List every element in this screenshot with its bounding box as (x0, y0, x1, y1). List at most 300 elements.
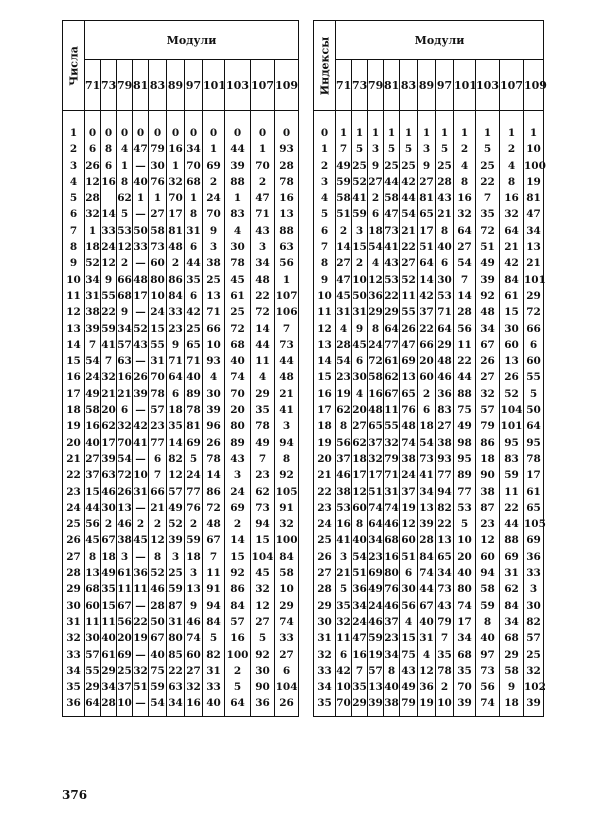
row-label: 36 (63, 695, 85, 711)
row-header-label: Числа (67, 45, 80, 86)
table-cell: 54 (352, 549, 368, 565)
table-cell: 55 (524, 369, 544, 385)
table-cell: 13 (400, 369, 418, 385)
table-cell: 12 (476, 532, 500, 548)
table-cell: 1 (336, 125, 352, 141)
table-cell: 46 (368, 614, 384, 630)
row-label: 33 (314, 663, 336, 679)
table-cell: 60 (85, 598, 101, 614)
table-cell: 47 (524, 206, 544, 222)
row-label: 5 (314, 206, 336, 222)
table-cell: 34 (101, 679, 117, 695)
table-cell: 16 (368, 386, 384, 402)
table-cell: 5 (225, 679, 251, 695)
table-cell: 35 (352, 679, 368, 695)
table-cell: 61 (500, 288, 524, 304)
table-cell: 38 (384, 695, 400, 711)
table-cell: 107 (275, 288, 299, 304)
row-label: 34 (63, 663, 85, 679)
table-cell: 60 (500, 337, 524, 353)
table-cell: — (133, 647, 149, 663)
table-cell: 84 (167, 288, 185, 304)
table-cell: 20 (225, 402, 251, 418)
table-cell: 95 (500, 435, 524, 451)
table-cell: 61 (524, 484, 544, 500)
table-cell: 46 (384, 516, 400, 532)
table-cell: 24 (368, 337, 384, 353)
table-cell: 16 (336, 516, 352, 532)
table-cell: 4 (117, 141, 133, 157)
table-cell: 19 (418, 695, 436, 711)
table-cell: 5 (336, 581, 352, 597)
table-cell: 27 (400, 255, 418, 271)
table-cell: 17 (418, 223, 436, 239)
row-label: 1 (63, 125, 85, 141)
table-cell: 14 (101, 206, 117, 222)
row-header-label: Индексы (318, 36, 331, 95)
table-cell: 64 (454, 223, 476, 239)
row-label: 29 (314, 598, 336, 614)
table-cell: 15 (149, 321, 167, 337)
table-cell: 81 (185, 418, 203, 434)
table-cell: 26 (400, 321, 418, 337)
table-cell: 60 (185, 647, 203, 663)
table-cell: 30 (436, 272, 454, 288)
table-cell: 17 (524, 467, 544, 483)
table-cell: 25 (384, 158, 400, 174)
table-cell: 0 (167, 125, 185, 141)
table-cell: 106 (275, 304, 299, 320)
table-cell: 13 (418, 500, 436, 516)
table-cell: 47 (384, 206, 400, 222)
table-cell: 70 (167, 190, 185, 206)
table-cell: 14 (251, 321, 275, 337)
table-cell: 30 (524, 598, 544, 614)
table-cell: 0 (225, 125, 251, 141)
table-cell: 32 (275, 516, 299, 532)
table-cell: 18 (476, 451, 500, 467)
table-cell: 1 (251, 141, 275, 157)
table-cell: 36 (133, 565, 149, 581)
table-cell: 30 (149, 158, 167, 174)
table-cell: 2 (336, 223, 352, 239)
table-cell: 8 (149, 549, 167, 565)
table-cell: 4 (500, 158, 524, 174)
table-cell: 38 (400, 451, 418, 467)
table-cell: 59 (352, 206, 368, 222)
table-cell: 11 (251, 353, 275, 369)
table-cell: 40 (185, 369, 203, 385)
table-cell: 38 (117, 532, 133, 548)
table-row (63, 435, 299, 451)
table-cell: 7 (101, 353, 117, 369)
table-cell: 65 (418, 206, 436, 222)
table-cell: 66 (418, 337, 436, 353)
row-label: 14 (63, 337, 85, 353)
table-cell: 58 (384, 190, 400, 206)
table-cell: 67 (476, 337, 500, 353)
table-cell: 27 (418, 174, 436, 190)
table-cell: 13 (368, 679, 384, 695)
table-cell: 49 (336, 158, 352, 174)
table-cell: 82 (524, 614, 544, 630)
table-cell: 31 (500, 565, 524, 581)
row-label: 29 (63, 581, 85, 597)
table-cell: 72 (251, 304, 275, 320)
table-row (314, 663, 544, 679)
table-cell: 65 (524, 500, 544, 516)
table-cell: 39 (225, 158, 251, 174)
modulus-header: 97 (436, 60, 454, 111)
table-cell: 32 (85, 206, 101, 222)
table-cell: 68 (454, 647, 476, 663)
table-cell: 32 (476, 386, 500, 402)
table-cell: 50 (352, 288, 368, 304)
row-label: 4 (314, 190, 336, 206)
modulus-header: 107 (500, 60, 524, 111)
table-cell: 11 (384, 402, 400, 418)
table-cell: 31 (336, 304, 352, 320)
table-cell: 18 (101, 549, 117, 565)
table-cell: 30 (203, 386, 225, 402)
table-cell: 30 (352, 369, 368, 385)
table-row (314, 223, 544, 239)
table-cell: 9 (368, 158, 384, 174)
table-cell: 1 (524, 125, 544, 141)
table-cell: 89 (225, 435, 251, 451)
table-cell: 7 (336, 141, 352, 157)
table-cell: 0 (185, 125, 203, 141)
table-cell: 6 (368, 206, 384, 222)
table-cell: 25 (117, 663, 133, 679)
table-cell: 93 (203, 353, 225, 369)
table-cell: 54 (368, 239, 384, 255)
table-cell: 44 (85, 500, 101, 516)
table-cell: 29 (101, 663, 117, 679)
table-cell: 11 (400, 288, 418, 304)
table-cell (101, 190, 117, 206)
table-cell: 86 (203, 484, 225, 500)
table-cell: 64 (225, 695, 251, 711)
table-cell: 32 (384, 435, 400, 451)
table-row (63, 695, 299, 711)
table-cell: 38 (436, 435, 454, 451)
table-cell: 19 (400, 500, 418, 516)
table-cell: 49 (476, 255, 500, 271)
table-cell: 58 (476, 581, 500, 597)
table-cell: 78 (203, 451, 225, 467)
table-cell: 6 (101, 158, 117, 174)
table-cell: 56 (336, 435, 352, 451)
table-cell: 25 (225, 304, 251, 320)
table-cell: 6 (418, 402, 436, 418)
table-cell: 30 (251, 663, 275, 679)
row-label: 20 (314, 451, 336, 467)
table-row (314, 695, 544, 711)
table-cell: 27 (352, 418, 368, 434)
table-cell: 81 (418, 190, 436, 206)
table-cell: 48 (133, 272, 149, 288)
table-cell: 61 (384, 353, 400, 369)
table-cell: 63 (167, 679, 185, 695)
table-cell: 104 (251, 549, 275, 565)
table-cell: 16 (85, 418, 101, 434)
table-cell: 80 (454, 581, 476, 597)
table-cell: 69 (185, 435, 203, 451)
table-cell: 14 (167, 435, 185, 451)
table-cell: 78 (149, 386, 167, 402)
table-cell: 5 (185, 451, 203, 467)
row-label: 25 (314, 532, 336, 548)
table-cell: 44 (275, 353, 299, 369)
table-row (63, 337, 299, 353)
table-cell: 30 (400, 581, 418, 597)
table-cell: 11 (133, 581, 149, 597)
table-cell: 32 (117, 418, 133, 434)
table-cell: 1 (133, 190, 149, 206)
table-cell: 40 (85, 435, 101, 451)
table-cell: 19 (336, 386, 352, 402)
table-cell: 16 (225, 630, 251, 646)
table-cell: 4 (418, 647, 436, 663)
table-cell: 7 (436, 630, 454, 646)
table-cell: 0 (101, 125, 117, 141)
row-label: 27 (314, 565, 336, 581)
table-cell: 26 (117, 484, 133, 500)
table-cell: 14 (418, 272, 436, 288)
table-cell: 25 (400, 158, 418, 174)
row-label: 23 (63, 484, 85, 500)
table-cell: 40 (101, 630, 117, 646)
table-cell: 76 (384, 581, 400, 597)
table-row (63, 255, 299, 271)
table-cell: 21 (436, 206, 454, 222)
table-cell: 70 (149, 369, 167, 385)
table-cell: 1 (167, 158, 185, 174)
table-cell: 72 (117, 467, 133, 483)
table-cell: 48 (436, 353, 454, 369)
table-cell: 37 (418, 304, 436, 320)
table-cell: 17 (368, 467, 384, 483)
table-cell: 47 (400, 337, 418, 353)
table-cell: 13 (524, 239, 544, 255)
table-cell: 68 (117, 288, 133, 304)
table-row (63, 304, 299, 320)
table-cell: 100 (225, 647, 251, 663)
table-cell: 44 (225, 141, 251, 157)
row-label: 6 (63, 206, 85, 222)
row-label: 4 (63, 174, 85, 190)
table-cell: 74 (400, 435, 418, 451)
table-cell: 86 (167, 272, 185, 288)
table-cell: 35 (476, 206, 500, 222)
table-cell: 17 (454, 614, 476, 630)
row-label: 11 (63, 288, 85, 304)
table-row (63, 272, 299, 288)
table-cell: 94 (251, 516, 275, 532)
table-cell: 27 (476, 369, 500, 385)
table-cell: 46 (101, 484, 117, 500)
row-label: 31 (63, 614, 85, 630)
table-row (314, 174, 544, 190)
table-cell: 64 (500, 223, 524, 239)
table-cell: — (133, 304, 149, 320)
row-label: 17 (63, 386, 85, 402)
table-row (63, 239, 299, 255)
table-cell: 56 (476, 679, 500, 695)
table-cell: 42 (500, 255, 524, 271)
table-cell: 65 (436, 549, 454, 565)
table-cell: 21 (400, 223, 418, 239)
table-cell: 50 (524, 402, 544, 418)
table-cell: 68 (500, 630, 524, 646)
table-cell: 5 (203, 630, 225, 646)
table-cell: 5 (352, 141, 368, 157)
table-cell: 84 (418, 549, 436, 565)
table-cell: 3 (352, 223, 368, 239)
table-cell: 59 (185, 532, 203, 548)
table-cell: 9 (167, 337, 185, 353)
table-cell: 68 (185, 174, 203, 190)
table-cell: 94 (436, 484, 454, 500)
table-cell: 22 (476, 174, 500, 190)
table-cell: 2 (368, 190, 384, 206)
table-cell: 83 (436, 402, 454, 418)
table-row (314, 272, 544, 288)
table-cell: 80 (167, 630, 185, 646)
table-cell: 29 (500, 647, 524, 663)
table-cell: 60 (524, 353, 544, 369)
table-cell: 10 (117, 695, 133, 711)
table-cell: 35 (185, 272, 203, 288)
table-cell: 39 (167, 532, 185, 548)
table-cell: 18 (352, 451, 368, 467)
table-cell: 29 (275, 598, 299, 614)
table-cell: 77 (436, 467, 454, 483)
table-cell: 43 (436, 598, 454, 614)
table-cell: 25 (476, 158, 500, 174)
table-cell: 3 (251, 239, 275, 255)
table-cell: 1 (225, 190, 251, 206)
table-cell: 6 (336, 647, 352, 663)
table-cell: 8 (368, 321, 384, 337)
table-cell: 100 (275, 532, 299, 548)
table-cell: 76 (185, 500, 203, 516)
table-cell: 53 (384, 272, 400, 288)
table-cell: 48 (400, 418, 418, 434)
table-cell: 8 (275, 451, 299, 467)
table-row (63, 418, 299, 434)
table-cell: 44 (454, 369, 476, 385)
table-cell: 11 (85, 614, 101, 630)
table-cell: 61 (117, 565, 133, 581)
table-cell: 22 (418, 321, 436, 337)
row-label: 8 (314, 255, 336, 271)
table-cell: 54 (336, 353, 352, 369)
table-cell: 9 (352, 321, 368, 337)
table-cell: 43 (251, 223, 275, 239)
table-cell: 24 (149, 304, 167, 320)
table-cell: 1 (85, 223, 101, 239)
table-cell: 34 (384, 647, 400, 663)
table-cell: 64 (85, 695, 101, 711)
row-label: 21 (314, 467, 336, 483)
table-cell: 37 (336, 451, 352, 467)
table-cell: — (133, 206, 149, 222)
table-cell: 22 (101, 304, 117, 320)
table-cell: 39 (524, 695, 544, 711)
table-cell: 12 (167, 467, 185, 483)
table-cell: 92 (251, 647, 275, 663)
table-cell: 69 (117, 647, 133, 663)
table-cell: 33 (167, 304, 185, 320)
table-cell: 62 (352, 435, 368, 451)
table-cell: 69 (400, 353, 418, 369)
modulus-header: 83 (400, 60, 418, 111)
modulus-header: 71 (336, 60, 352, 111)
table-cell: 5 (117, 206, 133, 222)
table-cell: 75 (400, 647, 418, 663)
table-cell: 27 (368, 174, 384, 190)
table-cell: 3 (225, 467, 251, 483)
table-cell: 34 (524, 223, 544, 239)
row-label: 26 (314, 549, 336, 565)
table-cell: 23 (384, 630, 400, 646)
table-cell: 12 (418, 663, 436, 679)
table-cell: 8 (85, 549, 101, 565)
table-cell: 88 (275, 223, 299, 239)
table-cell: 40 (149, 647, 167, 663)
table-cell: 74 (275, 614, 299, 630)
table-cell: 57 (524, 630, 544, 646)
table-row (63, 614, 299, 630)
table-cell: — (133, 549, 149, 565)
table-cell: 80 (225, 418, 251, 434)
table-cell: 58 (85, 402, 101, 418)
table-row (63, 174, 299, 190)
table-cell: 15 (85, 484, 101, 500)
table-cell: 11 (336, 630, 352, 646)
table-row (63, 223, 299, 239)
table-cell: 49 (85, 386, 101, 402)
table-cell: 12 (251, 598, 275, 614)
table-cell: 35 (336, 598, 352, 614)
table-cell: 29 (524, 288, 544, 304)
group-header: Модули (336, 21, 544, 60)
table-cell: 0 (203, 125, 225, 141)
table-cell: 21 (524, 255, 544, 271)
row-label: 24 (314, 516, 336, 532)
table-cell: 16 (101, 174, 117, 190)
table-cell: 29 (436, 337, 454, 353)
table-cell: 84 (500, 598, 524, 614)
row-label: 28 (314, 581, 336, 597)
table-cell: 11 (101, 614, 117, 630)
table-row (63, 467, 299, 483)
table-cell: 70 (203, 206, 225, 222)
table-cell: 67 (149, 630, 167, 646)
table-cell: 37 (400, 484, 418, 500)
table-cell: 44 (384, 174, 400, 190)
table-cell: 78 (275, 174, 299, 190)
table-cell: 18 (85, 239, 101, 255)
row-label: 32 (314, 647, 336, 663)
table-cell: 59 (500, 467, 524, 483)
table-cell: 43 (133, 337, 149, 353)
modulus-header: 109 (524, 60, 544, 111)
table-cell: 76 (400, 402, 418, 418)
table-cell: 5 (454, 516, 476, 532)
